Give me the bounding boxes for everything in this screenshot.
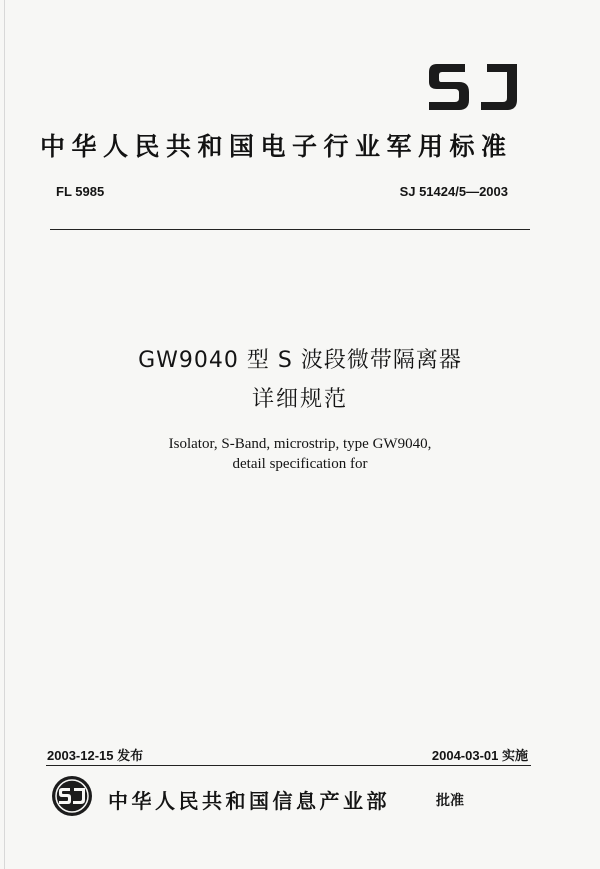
approval-label: 批准 xyxy=(436,793,464,809)
page-edge xyxy=(4,0,5,869)
document-subtitle-cn: 详细规范 xyxy=(251,387,348,412)
issue-date: 2003-12-15 发布 xyxy=(47,748,144,763)
standard-category-title: 中华人民共和国电子行业军用标准 xyxy=(40,132,513,161)
issuing-ministry: 中华人民共和国信息产业部 xyxy=(108,789,390,813)
document-subtitle-en: detail specification for xyxy=(232,456,368,472)
document-title-cn: GW9040 型 S 波段微带隔离器 xyxy=(138,348,462,373)
logo-s-glyph xyxy=(429,64,469,110)
classification-code: FL 5985 xyxy=(56,184,105,199)
header-divider xyxy=(50,229,530,230)
sj-logo xyxy=(425,58,521,116)
footer-divider xyxy=(46,765,531,766)
standard-number: SJ 51424/5—2003 xyxy=(399,184,508,199)
document-title-en: Isolator, S-Band, microstrip, type GW9040, xyxy=(168,436,432,452)
logo-j-glyph xyxy=(481,64,517,110)
ministry-seal-icon xyxy=(50,774,94,818)
implementation-date: 2004-03-01 实施 xyxy=(431,748,528,763)
